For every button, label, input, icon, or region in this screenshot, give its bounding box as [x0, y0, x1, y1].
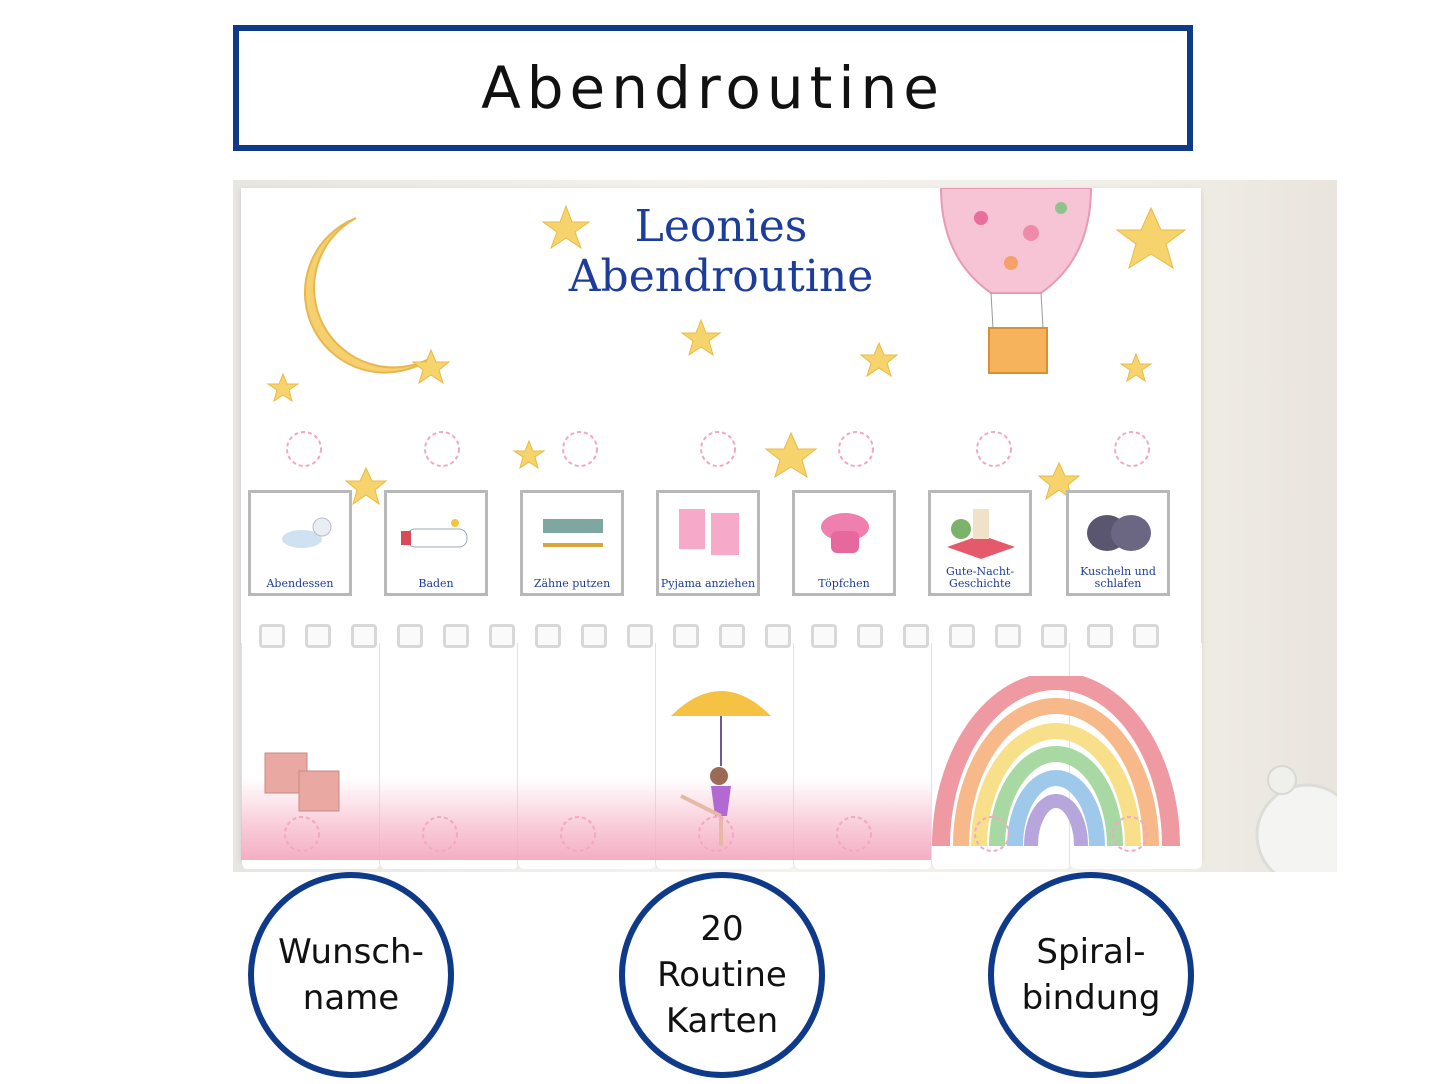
- spiral-ring: [765, 624, 791, 648]
- spiral-ring: [1087, 624, 1113, 648]
- routine-board: [241, 188, 1201, 860]
- reward-badge: [559, 428, 601, 470]
- product-photo: [233, 180, 1337, 872]
- reward-badge: [835, 428, 877, 470]
- reward-badge: [833, 813, 875, 855]
- routine-card-pyjama[interactable]: [656, 490, 760, 596]
- spiral-ring: [857, 624, 883, 648]
- storybook-icon: [937, 499, 1023, 565]
- feature-line: 20: [700, 909, 744, 949]
- reward-badge: [973, 428, 1015, 470]
- spiral-ring: [627, 624, 653, 648]
- card-label: Zähne putzen: [533, 577, 611, 590]
- spiral-ring: [1041, 624, 1067, 648]
- board-title-line1: Leonies: [634, 201, 808, 252]
- spiral-ring: [811, 624, 837, 648]
- spiral-ring: [535, 624, 561, 648]
- reward-badge: [281, 813, 323, 855]
- title-banner: [233, 25, 1193, 151]
- spiral-ring: [443, 624, 469, 648]
- feature-badge-wunschname: [248, 872, 454, 1078]
- toothbrush-icon: [529, 499, 615, 565]
- alarm-clock-icon: [1227, 740, 1337, 872]
- routine-card-zaehne-putzen[interactable]: [520, 490, 624, 596]
- feature-line: Routine: [657, 955, 787, 995]
- spiral-ring: [581, 624, 607, 648]
- reward-badge: [695, 813, 737, 855]
- spiral-ring: [1133, 624, 1159, 648]
- reward-badge: [421, 428, 463, 470]
- routine-card-toepfchen[interactable]: [792, 490, 896, 596]
- feature-line: Karten: [665, 1001, 779, 1041]
- card-label: Abendessen: [266, 577, 334, 590]
- dinner-icon: [257, 499, 343, 565]
- routine-card-kuscheln[interactable]: [1066, 490, 1170, 596]
- reward-badge: [283, 428, 325, 470]
- routine-card-baden[interactable]: [384, 490, 488, 596]
- reward-badge: [1111, 428, 1153, 470]
- routine-card-abendessen[interactable]: [248, 490, 352, 596]
- spiral-ring: [305, 624, 331, 648]
- feature-badge-spiralbindung: [988, 872, 1194, 1078]
- card-label: Pyjama anziehen: [660, 577, 756, 590]
- spiral-ring: [719, 624, 745, 648]
- card-label: Kuscheln und schlafen: [1080, 565, 1156, 590]
- spiral-ring: [949, 624, 975, 648]
- card-label: Baden: [418, 577, 454, 590]
- bathtub-icon: [393, 499, 479, 565]
- elephants-icon: [1075, 499, 1161, 565]
- reward-badge: [1109, 813, 1151, 855]
- board-title-line2: Abendroutine: [568, 251, 874, 302]
- feature-line: bindung: [1021, 978, 1161, 1018]
- board-title: [531, 202, 911, 302]
- spiral-ring: [489, 624, 515, 648]
- routine-card-gute-nacht[interactable]: [928, 490, 1032, 596]
- feature-line: Spiral-: [1036, 932, 1146, 972]
- spiral-ring: [673, 624, 699, 648]
- spiral-ring: [259, 624, 285, 648]
- feature-badge-karten: [619, 872, 825, 1078]
- reward-badge: [557, 813, 599, 855]
- page-title: Abendroutine: [481, 54, 945, 122]
- pyjama-icon: [665, 499, 751, 565]
- spiral-ring: [397, 624, 423, 648]
- reward-badge: [971, 813, 1013, 855]
- spiral-ring: [903, 624, 929, 648]
- gift-icon: [259, 733, 349, 823]
- spiral-ring: [351, 624, 377, 648]
- spiral-ring: [995, 624, 1021, 648]
- card-label: Töpfchen: [818, 577, 870, 590]
- reward-badge: [697, 428, 739, 470]
- feature-line: Wunsch-: [278, 932, 424, 972]
- potty-icon: [801, 499, 887, 565]
- reward-badge: [419, 813, 461, 855]
- card-label: Gute-Nacht-Geschichte: [945, 565, 1015, 590]
- feature-line: name: [302, 978, 400, 1018]
